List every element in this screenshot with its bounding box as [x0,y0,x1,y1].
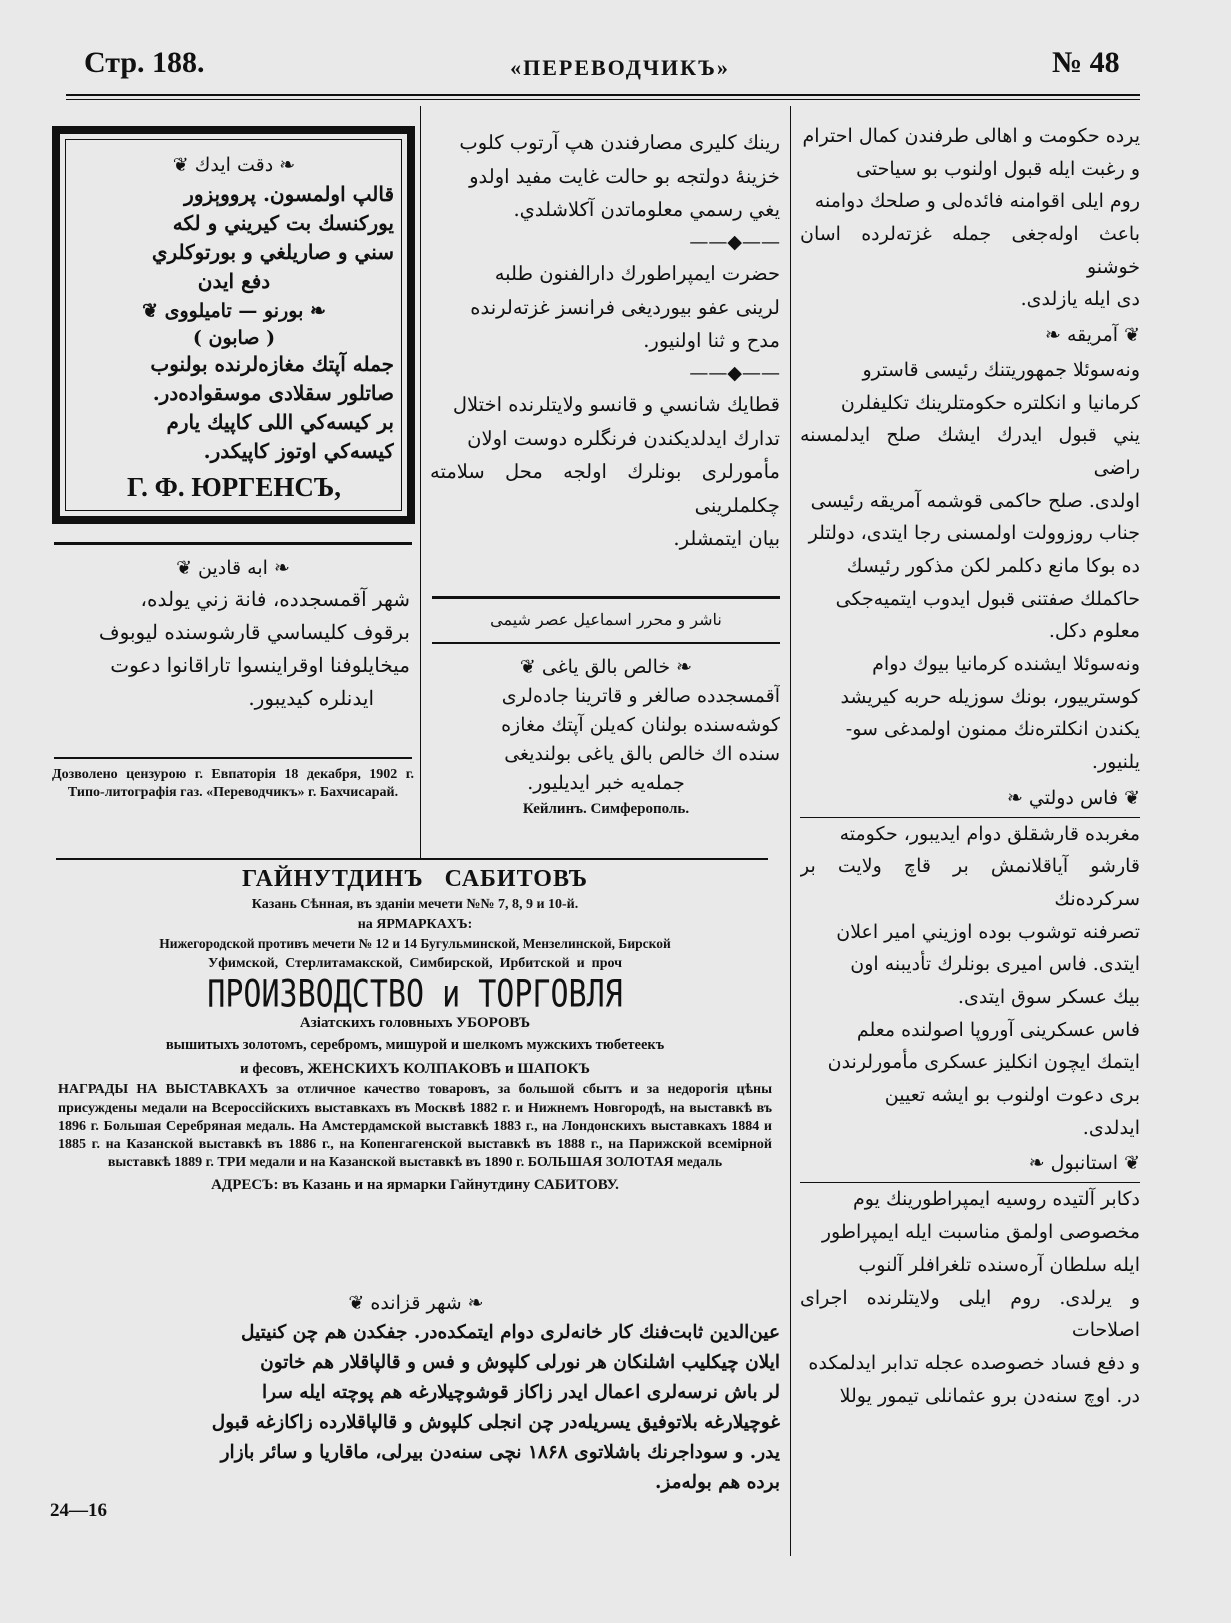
sabitov-fezzes: и фесовъ, ЖЕНСКИХЪ КОЛПАКОВЪ и ШАПОКЪ [239,1061,591,1078]
kazan-line: عين‌الدين ثابت‌فنك كار خانه‌لرى دوام ايتمكده‌در. جفكدن هم چن كنيتيل [241,1322,780,1344]
sabitov-fairs: на ЯРМАРКАХЪ: [357,916,473,932]
right-p1-line: يرده حكومت و اهالى طرفندن كمال احترام [802,125,1140,147]
ad-signature: Г. Ф. ЮРГЕНСЪ, [127,471,341,502]
istanbul-line: و يرلدى. روم ايلى ولايتلرنده اجراى اصلاحات [800,1286,1140,1342]
section-separator: ——◆—— [689,230,780,253]
keilin-signature: Кейлинъ. Симферополь. [522,800,690,817]
fas-line: قارشو آياقلانمش بر قاچ ولايت بر سركرده‌نك [800,855,1140,911]
kazan-line: غوچيلارغه بلاتوفيق يسريله‌در چن انجلى كلپوش و قالپاقلارده زاكازغه قبول [211,1412,780,1434]
kazan-notice [52,1288,780,1560]
right-p1-line: و رغبت ايله قبول اولنوب بو سياحتى [856,157,1140,180]
america-line: حاكملك صفتنى قبول ايدوب ايتميه‌جكى [835,587,1140,610]
fas-line: ايتمك ايچون انكليز عسكرى مأمورلرندن [827,1051,1140,1074]
fas-line: تصرفنه توشوب بوده اوزيني امير اعلان [836,920,1140,943]
america-line: ده بوكا مانع دكلمر لكن مذكور رئيسك [846,555,1140,578]
censor-rule [54,757,412,759]
advertisement-box [52,126,415,524]
sabitov-cities: Уфимской, Стерлитамакской, Симбирской, Ирбитской и проч [207,955,623,971]
censor-note: Дозволено цензурою г. Евпаторія 18 декабря, 1902 г. Типо-литографія газ. «Переводчикъ» г. Бахчисарай. [52,767,414,801]
header-rule [66,94,1140,96]
america-line: جناب روزوولت اولمسنى رجا ايتدى، دولتلر [808,522,1140,545]
sabitov-address-line: Казань Сѣнная, въ зданіи мечети №№ 7, 8, 9 и 10-й. [251,897,579,913]
america-line: معلوم دكل. [1048,620,1140,643]
kazan-line: يدر. و سوداجرنك باشلاتوى ۱۸۶۸ نچى سنه‌دن بيرلى، ماقاريا و سائر بازار [220,1442,780,1464]
middle-p3-line: بيان ايتمشلر. [673,527,780,551]
page-number: Стр. 188. [84,46,205,79]
middle-p1-line: خزينهٔ دولتجه بو حالت غايت مفيد اولدو [469,164,780,188]
fas-line: بيك عسكر سوق ايتدى. [957,986,1140,1009]
istanbul-line: دكابر آلتيده روسيه ايمپراطورينك يوم [853,1188,1140,1211]
istanbul-line: و دفع فساد خصوصده عجله تدابر ايدلمكده [808,1351,1140,1374]
fas-line: برى دعوت اولنوب بو ايشه تعيين [884,1084,1140,1107]
sabitov-embroidered: вышитыхъ золотомъ, серебромъ, мишурой и шелкомъ мужскихъ тюбетеекъ [165,1037,665,1054]
midwife-notice [56,553,410,753]
istanbul-line: مخصوصى اولمق مناسبت ايله ايمپراطور [821,1221,1140,1244]
middle-column-text [430,126,780,596]
kazan-heading: ❦ شهر قزانده ❧ [348,1292,484,1314]
midwife-line: ميخايلوفنا اوقراينسوا تاراقانوا دعوت [110,652,410,677]
fish-oil-line: جمله‌يه خبر ايديليور. [527,772,685,795]
fish-oil-line: سنده اك خالص بالق ياغى بولنديغى [504,743,780,766]
fas-line: ايدلدى. [1082,1116,1140,1139]
middle-p1-line: رينك كليرى مصارفندن هپ آرتوب كلوب [459,131,780,154]
kazan-line: برده هم بوله‌مز. [654,1472,780,1494]
kazan-line: لر باش نرسه‌لرى اعمال ايدر زاكاز قوشوچيلارغه هم پوچته ايله سرا [262,1382,780,1404]
midwife-line: ايدنلره كيديبور. [248,685,374,710]
masthead-title: «ПЕРЕВОДЧИКЪ» [510,55,730,80]
middle-p2-line: مدح و ثنا اولنيور. [643,329,780,353]
istanbul-line: ايله سلطان آره‌سنده تلغرافلر آلنوب [858,1253,1140,1276]
middle-p1-line: يغي رسمي معلوماتدن آكلاشلدي. [513,198,780,222]
kazan-line: ايلان چيكليب اشلنكان هر نورلى كلپوش و فس و قالپاقلار هم خاتون [260,1352,780,1374]
america-line: يلنيور. [1091,751,1140,774]
midwife-line: شهر آقمسجدده، فانة زني يولده، [140,587,410,612]
fas-line: ايتدى. فاس اميرى بونلرك تأديبنه اون [850,953,1140,976]
fas-line: فاس عسكرينى آوروپا اصولنده معلم [856,1018,1140,1041]
fish-oil-line: آقمسجدده صالغر و قاترينا جاده‌لرى [501,685,780,708]
istanbul-rule [800,1182,1140,1183]
right-p1-line: روم ايلى اقوامنه فائده‌لى و صلحك دوامنه [814,190,1140,213]
istanbul-heading: ❦ استانبول ❧ [1028,1152,1140,1175]
america-line: ونه‌سوئلا ايشنده كرمانيا بيوك دوام [872,653,1140,676]
publisher-line: ناشر و محرر اسماعيل عصر شيمى [490,610,722,629]
america-line: اولدى. صلح حاكمى قوشمه آمريقه رئيسى [810,489,1140,512]
midwife-line: برقوف كليساسي قارشوسنده ليوبوف [98,620,410,645]
column-divider-left [420,106,421,858]
fish-oil-heading: ❦ خالص بالق ياغى ❧ [519,656,693,678]
sabitov-advertisement [50,864,780,1284]
section-separator: ——◆—— [689,361,780,384]
middle-p2-line: حضرت ايمپراطورك دارالفنون طلبه [494,261,780,285]
issue-number: № 48 [1052,46,1120,79]
sabitov-address: АДРЕСЪ: въ Казань и на ярмарки Гайнутдину САБИТОВУ. [211,1177,619,1194]
sabitov-goods: Азіатскихъ головныхъ УБОРОВЪ [299,1015,531,1032]
america-line: يني قبول ايدرك ايشك صلح ايدلمسنه راضى [800,424,1140,480]
publisher-rule-top [432,596,780,599]
right-column-text [800,120,1140,1560]
america-line: يكندن انكلتره‌نك ممنون اولمدغى سو- [845,718,1140,741]
footer-number: 24—16 [50,1500,107,1521]
ad-heading: ❦ دقت ايدك ❧ [172,154,296,176]
middle-p2-line: لرينى عفو بيورديغى فرانسز غزته‌لرنده [470,295,780,319]
fas-rule [800,817,1140,818]
sabitov-headline: ПРОИЗВОДСТВО и ТОРГОВЛЯ [207,972,623,1017]
ad-text: قالپ اولمسون. پرووېزور يوركنسك بت كيريني و لكه سني و صاريلغي و بورتوكلري دفع ايدن [151,182,394,294]
america-heading: ❦ آمريقه ❧ [1045,324,1140,347]
america-line: ونه‌سوئلا جمهوريتنك رئيسى قاسترو [862,359,1140,382]
america-line: كرمانيا و انكلتره حكومتلرينك تكليفلرن [840,391,1140,414]
right-p1-line: باعث اوله‌جغى جمله غزته‌لرده اسان خوشنو [800,223,1140,278]
column-divider-right [790,106,791,1556]
america-line: كوسترييور، بونك سوزيله حربه كيريشد [840,685,1140,708]
middle-p3-line: تدارك ايدلديكندن فرنگلره دوست اولان [467,426,780,450]
sabitov-name: ГАЙНУТДИНЪ САБИТОВЪ [241,866,589,892]
fish-oil-ad [432,652,780,842]
fish-oil-line: كوشه‌سنده بولنان كه‌يلن آپتك مغازه [501,714,780,737]
midwife-heading: ❦ ابه قادين ❧ [176,557,290,579]
sabitov-mosques: Нижегородской противъ мечети № 12 и 14 Бугульминской, Мензелинской, Бирской [159,936,671,952]
ad-text-2: جمله آپتك مغازه‌لرنده بولنوب صاتلور سقلادى موسقواده‌در. بر كيسه‌كي اللى كاپيك يارم كيسه‌كي اوتوز كاپيكدر. [150,351,394,463]
publisher-rule-bottom [432,642,780,644]
fas-heading: ❦ فاس دولتي ❧ [1006,786,1140,809]
middle-p3-line: قطايك شانسي و قانسو ولايتلرنده اختلال [452,392,780,416]
middle-p3-line: مأمورلرى بونلرك اولجه محل سلامته چكلملرينى [430,460,780,517]
sabitov-rule [56,858,768,860]
ad-bottom-rule [54,542,412,545]
ad-product: ❦ بورنو — تاميلووى ❧ [142,300,326,323]
istanbul-line: در. اوچ سنه‌دن برو عثمانلى تيمور يوللا [839,1384,1140,1407]
header-rule-thin [66,99,1140,100]
ad-product-sub: ( صابون ) [192,326,276,349]
right-p1-line: دى ايله يازلدى. [1020,288,1140,311]
fas-line: مغربده قارشقلق دوام ايديبور، حكومته [839,822,1140,845]
sabitov-awards: НАГРАДЫ НА ВЫСТАВКАХЪ за отличное качество товаровъ, за большой сбытъ и за недорогія цѣны присуждены медали на Всероссійскихъ выставкахъ въ Москвѣ 1882 г. и Нижнемъ Новгородѣ, на выставкѣ въ 1896 г. Большая Серебряная медаль. На Амстердамской выставкѣ 1883 г., на Лондонскихъ выставкахъ 1884 и 1885 г. на Казанской выставкѣ въ 1886 г., на Копенгагенской выставкѣ въ 1888 г., на Парижской всемірной выставкѣ 1889 г. ТРИ медали и на Казанской выставкѣ въ 1890 г. БОЛЬШАЯ ЗОЛОТАЯ медаль [58,1082,772,1171]
